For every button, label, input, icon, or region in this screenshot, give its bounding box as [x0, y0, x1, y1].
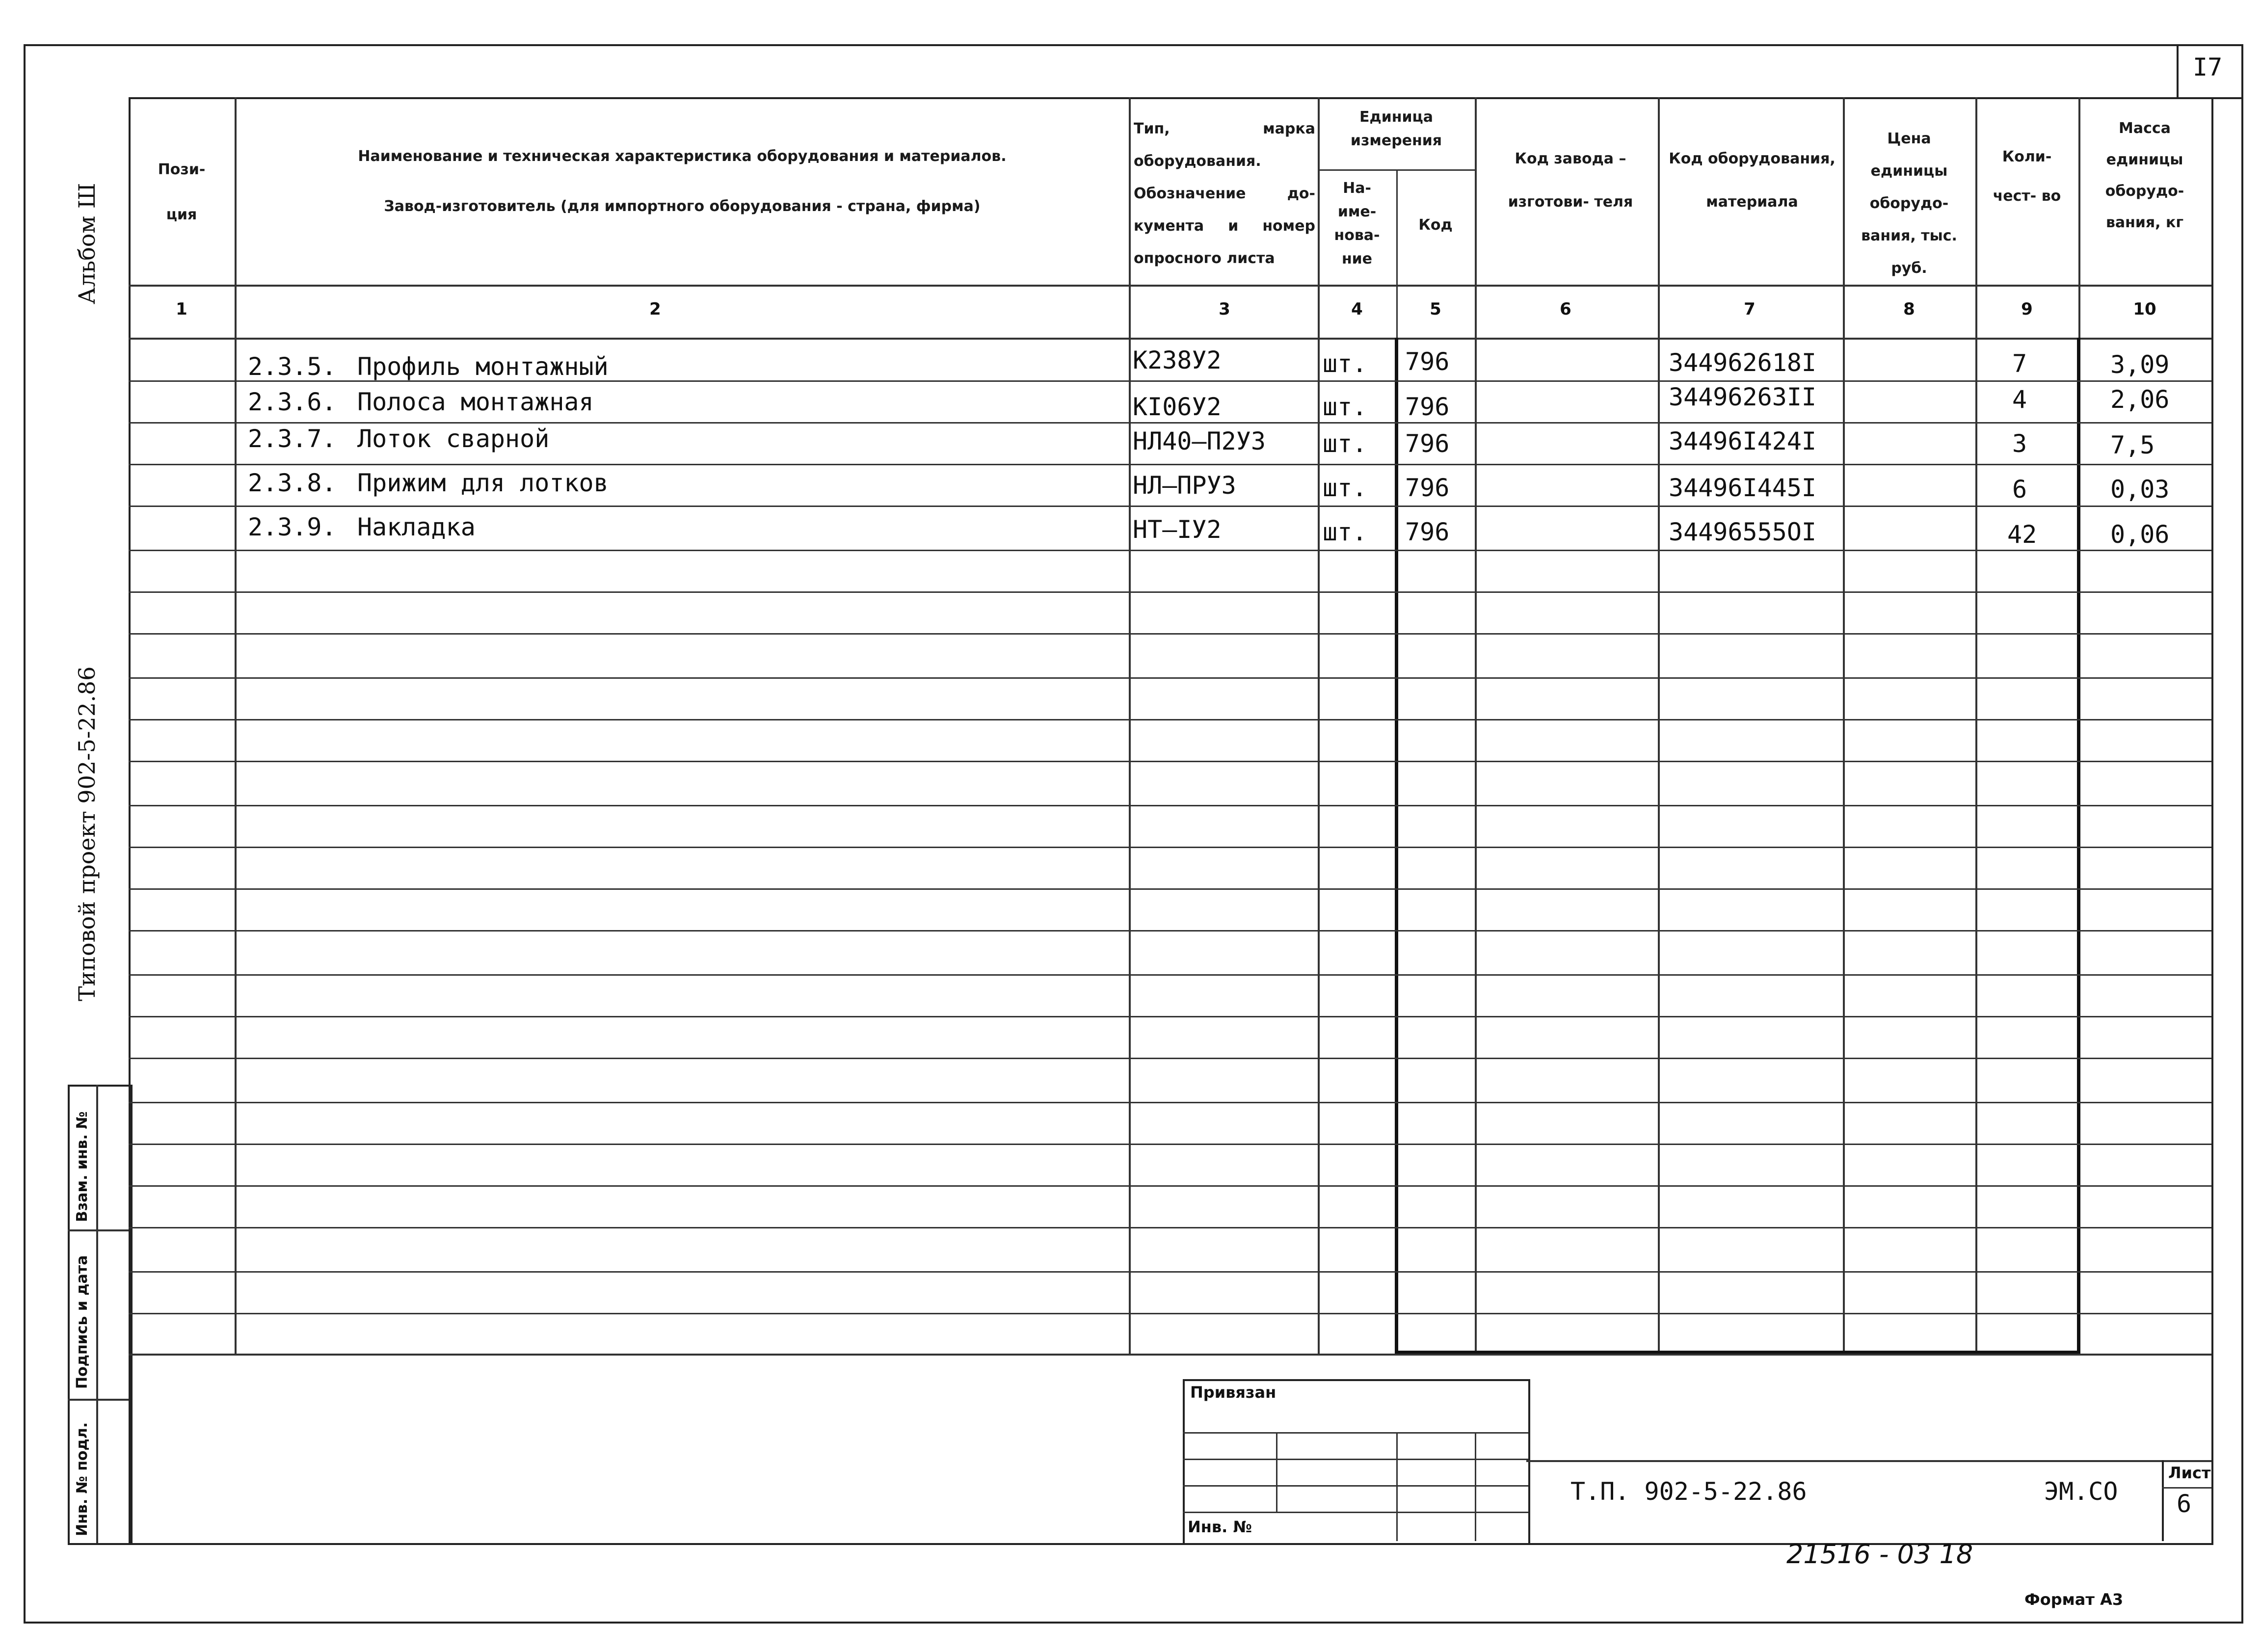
format-label: Формат А3 [2024, 1590, 2124, 1609]
row-4-quantity: 6 [2012, 475, 2027, 504]
col-number-9: 9 [2021, 299, 2033, 319]
row-4-name: Прижим для лотков [357, 469, 609, 497]
row-2-code: 796 [1405, 393, 1450, 421]
row-5-equipment-code: 34496555OI [1669, 518, 1817, 546]
row-1-quantity: 7 [2012, 349, 2027, 378]
row-5-quantity: 42 [2007, 520, 2037, 549]
row-1-type: К238У2 [1133, 346, 1222, 374]
row-2-name: Полоса монтажная [357, 388, 594, 416]
header-name-line2: Завод-изготовитель (для импортного оборудования - страна, фирма) [384, 198, 981, 215]
project-label: Типовой проект 902-5-22.86 [74, 666, 100, 1001]
col-number-7: 7 [1744, 299, 1756, 319]
row-5-position: 2.3.9. [248, 513, 337, 541]
row-3-type: НЛ40–П2У3 [1133, 427, 1266, 455]
privyazan-label: Привязан [1190, 1383, 1277, 1402]
row-3-mass: 7,5 [2110, 431, 2155, 459]
header-price: Цена единицы оборудо- вания, тыс. руб. [1861, 130, 1957, 277]
col-number-4: 4 [1351, 299, 1363, 319]
col-number-1: 1 [176, 299, 187, 319]
header-unit-name: На- име- нова- ние [1334, 180, 1380, 267]
row-3-name: Лоток сварной [357, 425, 550, 453]
corner-sheet-number: I7 [2193, 53, 2223, 81]
header-type: Тип, марка оборудования. Обозначение до- кумента и номер опросного листа [1134, 120, 1315, 267]
row-4-type: НЛ–ПРУ3 [1133, 471, 1236, 500]
document-code: ЭМ.СО [2044, 1477, 2118, 1506]
row-4-position: 2.3.8. [248, 469, 337, 497]
designation: Т.П. 902-5-22.86 [1570, 1477, 1807, 1506]
row-3-code: 796 [1405, 429, 1450, 458]
row-3-equipment-code: 34496I424I [1669, 427, 1817, 455]
col-number-5: 5 [1430, 299, 1441, 319]
col-number-8: 8 [1903, 299, 1915, 319]
row-1-unit: шт. [1323, 349, 1367, 378]
row-5-unit: шт. [1323, 518, 1367, 546]
row-4-mass: 0,03 [2110, 475, 2170, 504]
row-2-mass: 2,06 [2110, 385, 2170, 414]
stamp-vzam-inv: Взам. инв. № [74, 1111, 91, 1222]
header-unit-group: Единица измерения [1350, 108, 1442, 149]
header-factory-code: Код завода – изготови- теля [1508, 150, 1633, 211]
header-quantity: Коли- чест- во [1993, 148, 2061, 205]
row-5-code: 796 [1405, 518, 1450, 546]
row-5-mass: 0,06 [2110, 520, 2170, 549]
handwritten-number: 21516 - 03 18 [1786, 1539, 1973, 1570]
list-number: 6 [2177, 1490, 2192, 1518]
header-equipment-code: Код оборудования, материала [1669, 150, 1835, 211]
col-number-2: 2 [649, 299, 661, 319]
row-1-code: 796 [1405, 347, 1450, 376]
row-3-quantity: 3 [2012, 429, 2027, 458]
header-unit-code: Код [1418, 216, 1453, 234]
stamp-podpis-data: Подпись и дата [74, 1255, 91, 1389]
row-4-equipment-code: 34496I445I [1669, 474, 1817, 502]
row-5-type: НТ–IУ2 [1133, 515, 1222, 544]
stamp-inv-podl: Инв. № подл. [74, 1422, 91, 1536]
row-3-unit: шт. [1323, 429, 1367, 458]
header-position: Пози- ция [158, 161, 206, 223]
row-1-mass: 3,09 [2110, 350, 2170, 379]
row-4-unit: шт. [1323, 474, 1367, 502]
row-2-type: КI06У2 [1133, 393, 1222, 421]
row-1-name: Профиль монтажный [357, 352, 609, 381]
row-5-name: Накладка [357, 513, 476, 541]
col-number-10: 10 [2133, 299, 2156, 319]
row-4-code: 796 [1405, 474, 1450, 502]
list-label: Лист [2168, 1464, 2211, 1482]
row-1-position: 2.3.5. [248, 352, 337, 381]
row-1-equipment-code: 344962618I [1669, 348, 1817, 377]
col-number-6: 6 [1560, 299, 1571, 319]
row-2-equipment-code: 34496263II [1669, 383, 1817, 411]
row-2-quantity: 4 [2012, 385, 2027, 414]
header-mass: Масса единицы оборудо- вания, кг [2105, 120, 2184, 231]
row-3-position: 2.3.7. [248, 425, 337, 453]
row-2-unit: шт. [1323, 393, 1367, 421]
header-name-line1: Наименование и техническая характеристика оборудования и материалов. [358, 148, 1007, 165]
row-2-position: 2.3.6. [248, 388, 337, 416]
col-number-3: 3 [1219, 299, 1230, 319]
album-label: Альбом Ш [74, 183, 100, 304]
inv-no-label: Инв. № [1188, 1518, 1252, 1536]
